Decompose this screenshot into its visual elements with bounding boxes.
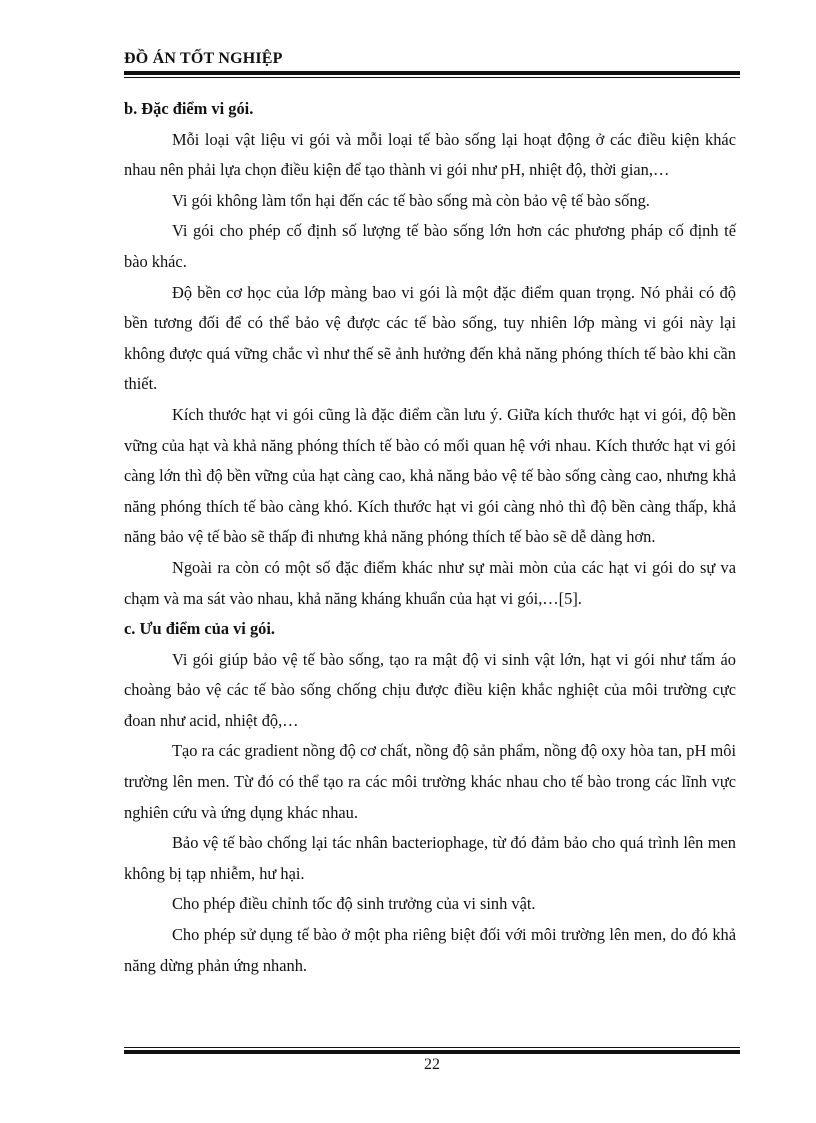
document-body [124,94,736,981]
section-heading: c. Ưu điểm của vi gói. [124,619,275,639]
paragraph: Tạo ra các gradient nồng độ cơ chất, nồng độ sản phẩm, nồng độ oxy hòa tan, pH môi trường lên men. Từ đó có thể tạo ra các môi trường khác nhau cho tế bào trong các lĩnh vực nghiên cứu và ứng dụng khác nhau. [124,741,736,822]
paragraph: Vi gói không làm tổn hại đến các tế bào sống mà còn bảo vệ tế bào sống. [172,190,650,210]
header-rule-thin [124,77,740,78]
paragraph: Vi gói cho phép cố định số lượng tế bào sống lớn hơn các phương pháp cố định tế bào khác. [124,221,736,271]
paragraph: Mỗi loại vật liệu vi gói và mỗi loại tế bào sống lại hoạt động ở các điều kiện khác nhau nên phải lựa chọn điều kiện để tạo thành vi gói như pH, nhiệt độ, thời gian,… [124,129,736,180]
paragraph: Độ bền cơ học của lớp màng bao vi gói là một đặc điểm quan trọng. Nó phải có độ bền tương đối để có thể bảo vệ được các tế bào sống, tuy nhiên lớp màng vi gói này lại không được quá vững chắc vì như thế sẽ ảnh hưởng đến khả năng phóng thích tế bào khi cần thiết. [124,282,736,394]
paragraph: Cho phép điều chỉnh tốc độ sinh trưởng của vi sinh vật. [172,894,536,914]
paragraph: Bảo vệ tế bào chống lại tác nhân bacteriophage, từ đó đảm bảo cho quá trình lên men không bị tạp nhiễm, hư hại. [124,833,736,883]
footer-rule-thin [124,1047,740,1048]
paragraph: Vi gói giúp bảo vệ tế bào sống, tạo ra mật độ vi sinh vật lớn, hạt vi gói như tấm áo choàng bảo vệ các tế bào sống chống chịu được điều kiện khắc nghiệt của môi trường cực đoan như acid, nhiệt độ,… [124,649,736,730]
paragraph: Cho phép sử dụng tế bào ở một pha riêng biệt đối với môi trường lên men, do đó khả năng dừng phản ứng nhanh. [124,925,736,975]
section-characteristics [124,94,736,614]
document-header-title: ĐỒ ÁN TỐT NGHIỆP [124,50,283,67]
paragraph: Kích thước hạt vi gói cũng là đặc điểm cần lưu ý. Giữa kích thước hạt vi gói, độ bền vững của hạt và khả năng phóng thích tế bào có mối quan hệ với nhau. Kích thước hạt vi gói càng lớn thì độ bền vững của hạt càng cao, khả năng bảo vệ tế bào sống càng cao, nhưng khả năng phóng thích tế bào càng khó. Kích thước hạt vi gói càng nhỏ thì độ bền càng thấp, khả năng bảo vệ tế bào sẽ thấp đi nhưng khả năng phóng thích tế bào sẽ dễ dàng hơn. [124,404,736,547]
paragraph: Ngoài ra còn có một số đặc điểm khác như sự mài mòn của các hạt vi gói do sự va chạm và ma sát vào nhau, khả năng kháng khuẩn của hạt vi gói,…[5]. [124,557,736,608]
footer-rule-thick [124,1050,740,1054]
section-advantages [124,614,736,981]
page-number: 22 [424,1056,440,1073]
section-heading: b. Đặc điểm vi gói. [124,99,254,118]
header-rule-thick [124,71,740,75]
